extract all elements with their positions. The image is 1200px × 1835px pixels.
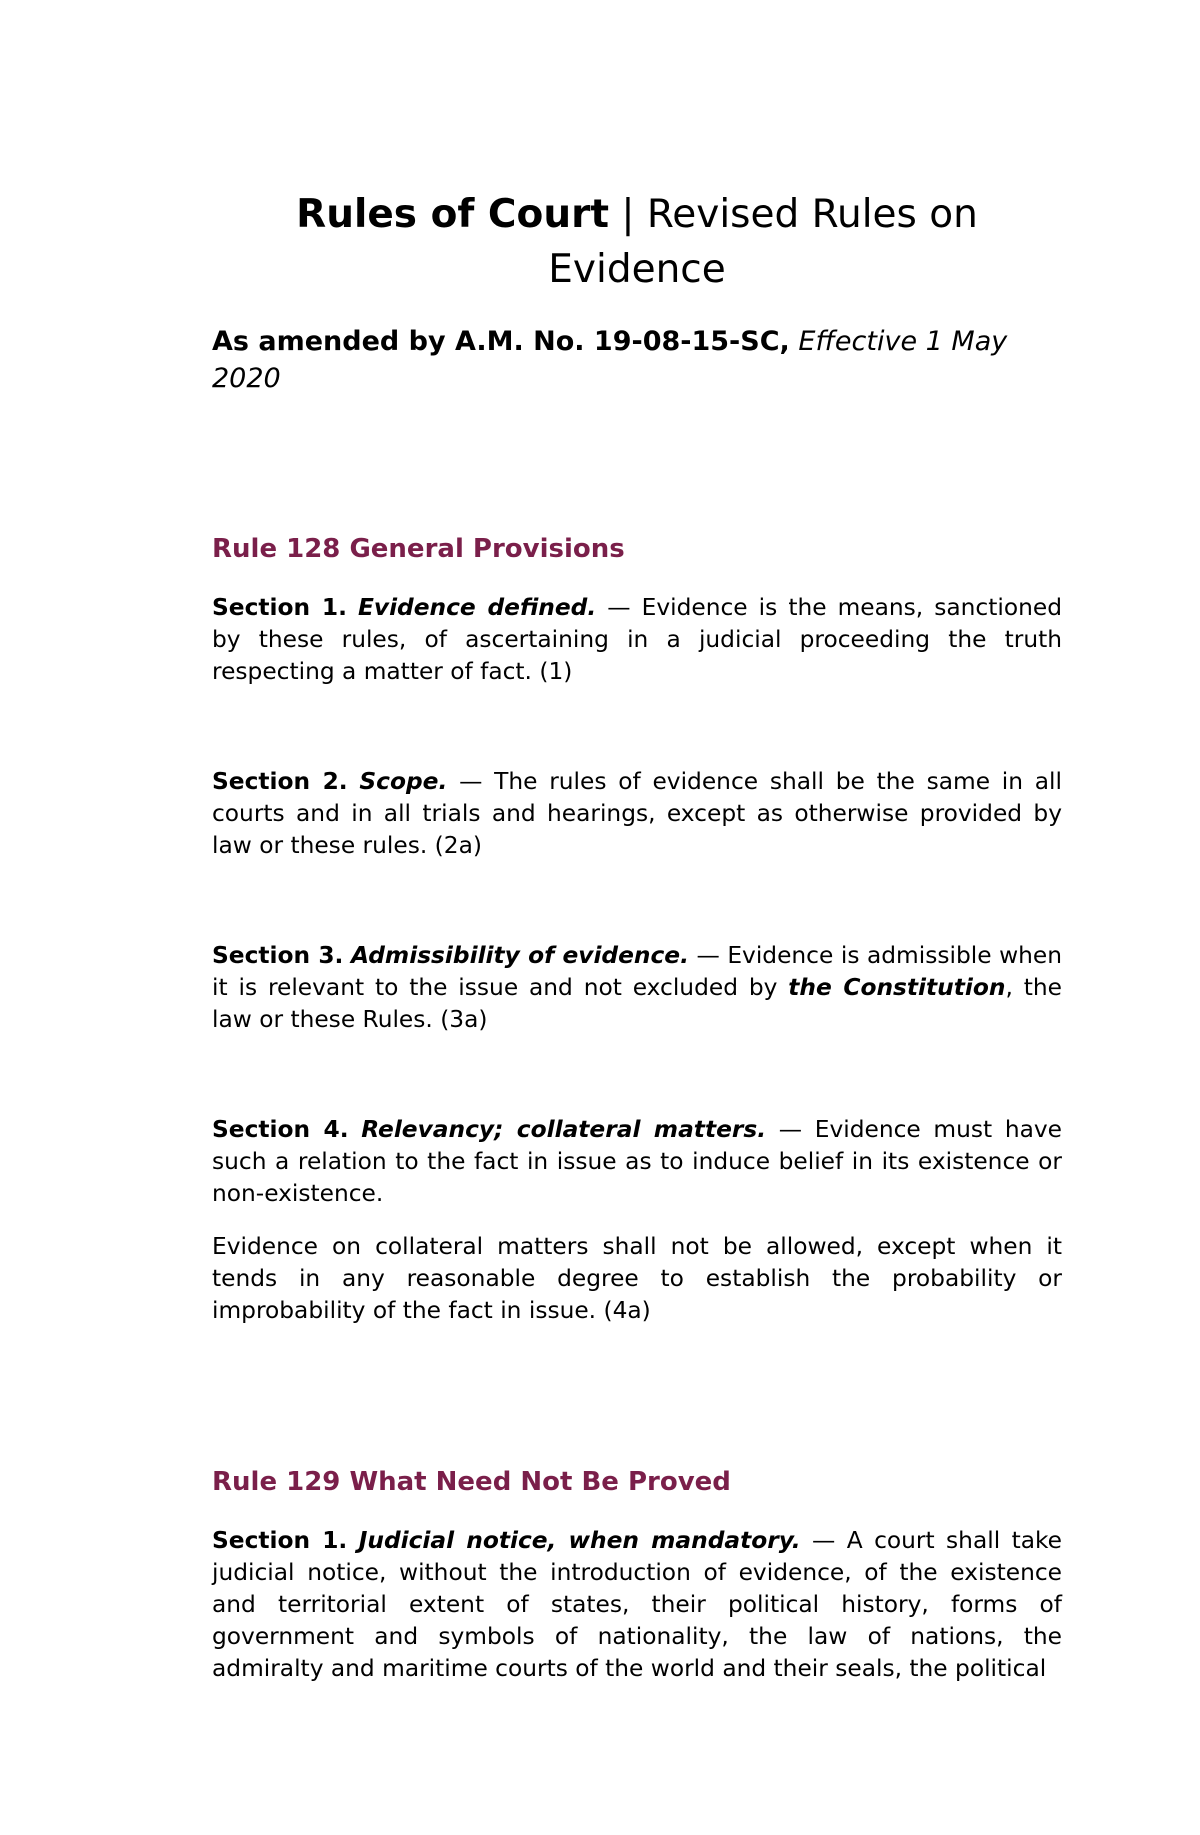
amendment-note: [212, 323, 1062, 397]
rule-128-section-1: [212, 592, 1062, 688]
section-label: Section 1.: [212, 594, 347, 621]
section-text: — The rules of evidence shall be the same in all courts and in all trials and hearings, except as otherwise provided by law or these rules. (2a): [212, 768, 1062, 859]
rule-128-section-3: [212, 940, 1062, 1036]
section-label: Section 4.: [212, 1116, 349, 1143]
rule-128-heading: Rule 128 General Provisions: [212, 534, 625, 564]
rule-129-heading: Rule 129 What Need Not Be Proved: [212, 1467, 731, 1497]
title-rest: | Revised Rules on Evidence: [548, 192, 978, 292]
section-text: — Evidence must have such a relation to the fact in issue as to induce belief in its existence or non-existence.: [212, 1116, 1062, 1207]
section-text: — Evidence is the means, sanctioned by these rules, of ascertaining in a judicial proceeding the truth respecting a matter of fact. (1): [212, 594, 1062, 685]
section-text: — A court shall take judicial notice, without the introduction of evidence, of the existence and territorial extent of states, their political history, forms of government and symbols of nationality, the law of nations, the admiralty and maritime courts of the world and their seals, the political: [212, 1527, 1062, 1682]
rule-129-section-1: [212, 1525, 1062, 1685]
rule-128-section-4: [212, 1114, 1062, 1210]
rule-128-section-4-paragraph-2: Evidence on collateral matters shall not be allowed, except when it tends in any reasonable degree to establish the probability or improbability of the fact in issue. (4a): [212, 1233, 1062, 1324]
section-label: Section 3.: [212, 942, 344, 969]
amendment-reference: As amended by A.M. No. 19-08-15-SC,: [212, 326, 790, 357]
section-text-b: , the law or these Rules. (3a): [212, 974, 1062, 1033]
section-text-a: — Evidence is admissible when it is relevant to the issue and not excluded by: [212, 942, 1062, 1001]
section-title: Relevancy; collateral matters.: [361, 1116, 767, 1143]
section-title: Judicial notice, when mandatory.: [358, 1527, 801, 1554]
section-label: Section 2.: [212, 768, 348, 795]
title-bold: Rules of Court: [296, 192, 609, 237]
document-title: [212, 187, 1062, 297]
effective-date: Effective 1 May 2020: [212, 326, 1008, 394]
section-title: Admissibility of evidence.: [350, 942, 689, 969]
section-emphasis: the Constitution: [788, 974, 1006, 1001]
rule-128-section-2: [212, 766, 1062, 862]
section-title: Evidence defined.: [357, 594, 597, 621]
section-label: Section 1.: [212, 1527, 348, 1554]
section-title: Scope.: [359, 768, 448, 795]
